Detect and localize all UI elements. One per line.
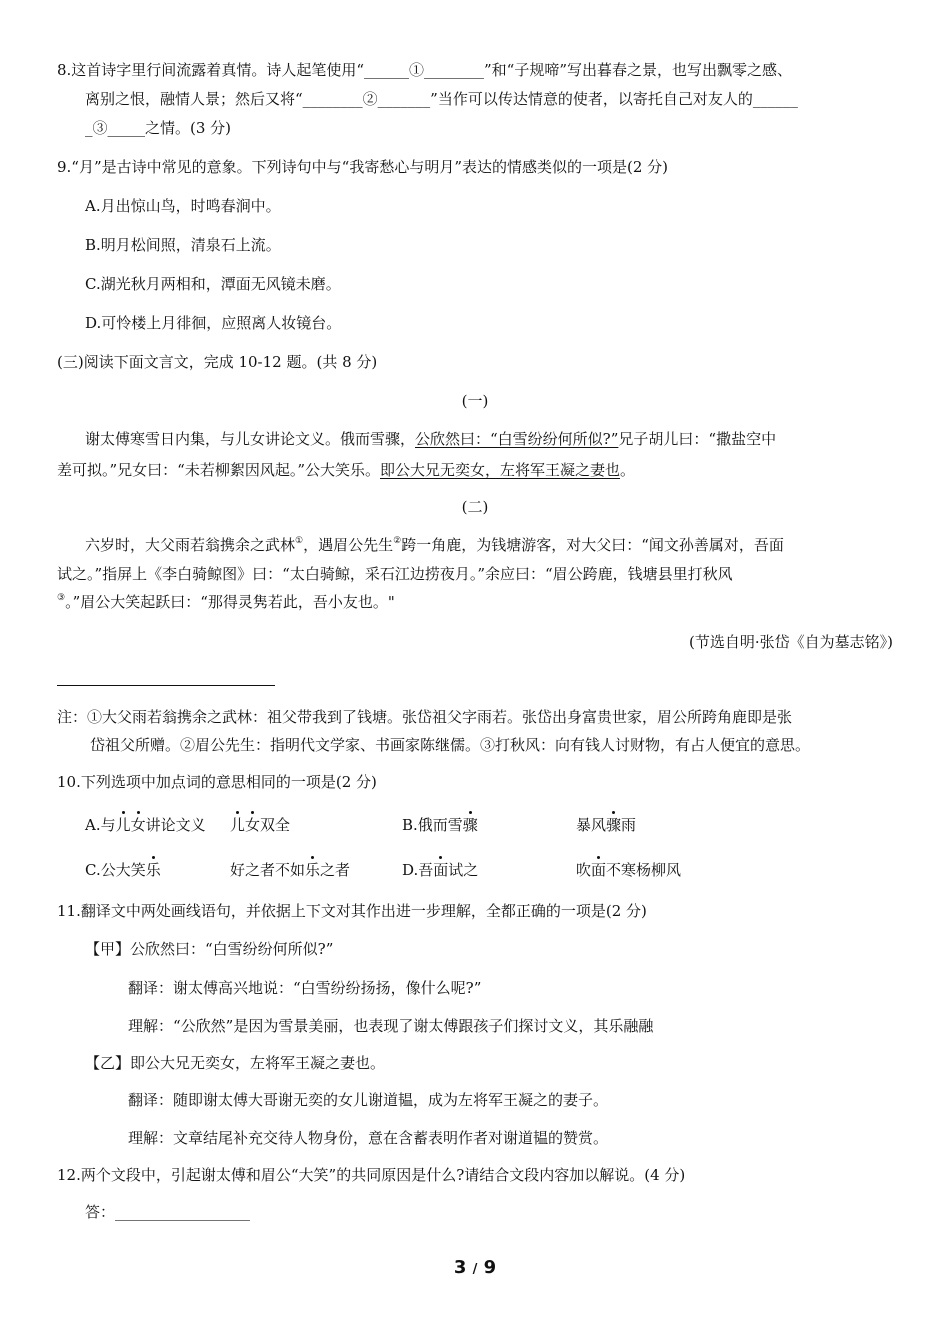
q9-option-a: A.月出惊山鸟，时鸣春涧中。 [85, 197, 281, 215]
notes-line2: 岱祖父所赠。②眉公先生：指明代文学家、书画家陈继儒。③打秋风：向有钱人讨财物，有占人便宜的意思。 [90, 736, 811, 754]
q9-option-d: D.可怜楼上月徘徊，应照离人妆镜台。 [85, 314, 342, 332]
q11-stem: 11.翻译文中两处画线语句，并依据上下文对其作出进一步理解，全都正确的一项是(2 分) [57, 902, 647, 920]
q8-line2: 离别之恨，融情人景；然后又将“________②_______”当作可以传达情意的使者，以寄托自己对友人的______ [85, 90, 798, 108]
q9-stem: 9.“月”是古诗中常见的意象。下列诗句中与“我寄愁心与明月”表达的情感类似的一项是(2 分) [57, 158, 669, 176]
part1-label: (一) [461, 392, 489, 410]
notes-line1: 注：①大父雨若翁携余之武林：祖父带我到了钱塘。张岱祖父字雨若。张岱出身富贵世家，眉公所跨角鹿即是张 [57, 708, 793, 726]
footnote-divider [57, 685, 275, 686]
q11-jia-translation: 翻译：谢太傅高兴地说：“白雪纷纷扬扬，像什么呢?” [128, 979, 482, 997]
underlined-sentence-jia: 公欣然曰：“白雪纷纷何所似?” [415, 430, 619, 448]
source-citation: (节选自明·张岱《自为墓志铭》) [689, 633, 893, 651]
q10-option-b-compare: 暴风骤雨 [576, 816, 637, 834]
q12-answer-blank: 答：__________________ [85, 1203, 251, 1221]
q10-option-c-compare: 好之者不如乐之者 [230, 861, 351, 879]
passage2-line1: 六岁时，大父雨若翁携余之武林①，遇眉公先生②跨一角鹿，为钱塘游客，对大父曰：“闻文孙善属对，吾面 [85, 536, 784, 554]
q10-option-d: D.吾面试之 [402, 861, 479, 879]
underlined-sentence-yi: 即公大兄无奕女，左将军王凝之妻也 [380, 461, 621, 479]
q11-yi-understanding: 理解：文章结尾补充交待人物身份，意在含蓄表明作者对谢道韫的赞赏。 [128, 1129, 609, 1147]
q10-option-a-compare: 儿女双全 [230, 816, 291, 834]
passage1-line2: 差可拟。”兄女曰：“未若柳絮因风起。”公大笑乐。即公大兄无奕女，左将军王凝之妻也。 [57, 461, 636, 479]
passage2-line2: 试之。”指屏上《李白骑鲸图》曰：“太白骑鲸，采石江边捞夜月。”余应曰：“眉公跨鹿，钱塘县里打秋风 [57, 565, 733, 583]
passage1-line1: 谢太傅寒雪日内集，与儿女讲论文义。俄而雪骤，公欣然曰：“白雪纷纷何所似?”兄子胡儿曰：“撒盐空中 [85, 430, 777, 448]
q11-yi: 【乙】即公大兄无奕女，左将军王凝之妻也。 [85, 1054, 386, 1072]
footnote-ref-2: ② [393, 536, 402, 546]
q10-stem: 10.下列选项中加点词的意思相同的一项是(2 分) [57, 773, 377, 791]
q11-yi-translation: 翻译：随即谢太傅大哥谢无奕的女儿谢道韫，成为左将军王凝之的妻子。 [128, 1091, 609, 1109]
page-number: 3 / 9 [453, 1257, 497, 1278]
q8-line1: 8.这首诗字里行间流露着真情。诗人起笔使用“______①________”和“子规啼”写出暮春之景，也写出飘零之感、 [57, 61, 792, 79]
section3-heading: (三)阅读下面文言文，完成 10-12 题。(共 8 分) [57, 353, 378, 371]
q11-jia: 【甲】公欣然曰：“白雪纷纷何所似?” [85, 940, 334, 958]
q12-stem: 12.两个文段中，引起谢太傅和眉公“大笑”的共同原因是什么?请结合文段内容加以解说。(4 分) [57, 1166, 686, 1184]
q9-option-b: B.明月松间照，清泉石上流。 [85, 236, 281, 254]
q11-jia-understanding: 理解：“公欣然”是因为雪景美丽，也表现了谢太傅跟孩子们探讨文义，其乐融融 [128, 1017, 654, 1035]
q8-line3: _③_____之情。(3 分) [85, 119, 232, 137]
q10-option-b: B.俄而雪骤 [402, 816, 478, 834]
part2-label: (二) [461, 498, 489, 516]
footnote-ref-1: ① [295, 536, 304, 546]
footnote-ref-3: ③ [57, 593, 66, 603]
q9-option-c: C.湖光秋月两相和，潭面无风镜未磨。 [85, 275, 341, 293]
q10-option-a: A.与儿女讲论文义 [85, 816, 206, 834]
q10-option-d-compare: 吹面不寒杨柳风 [576, 861, 682, 879]
q10-option-c: C.公大笑乐 [85, 861, 161, 879]
passage2-line3: ③。”眉公大笑起跃曰：“那得灵隽若此，吾小友也。" [57, 593, 395, 611]
